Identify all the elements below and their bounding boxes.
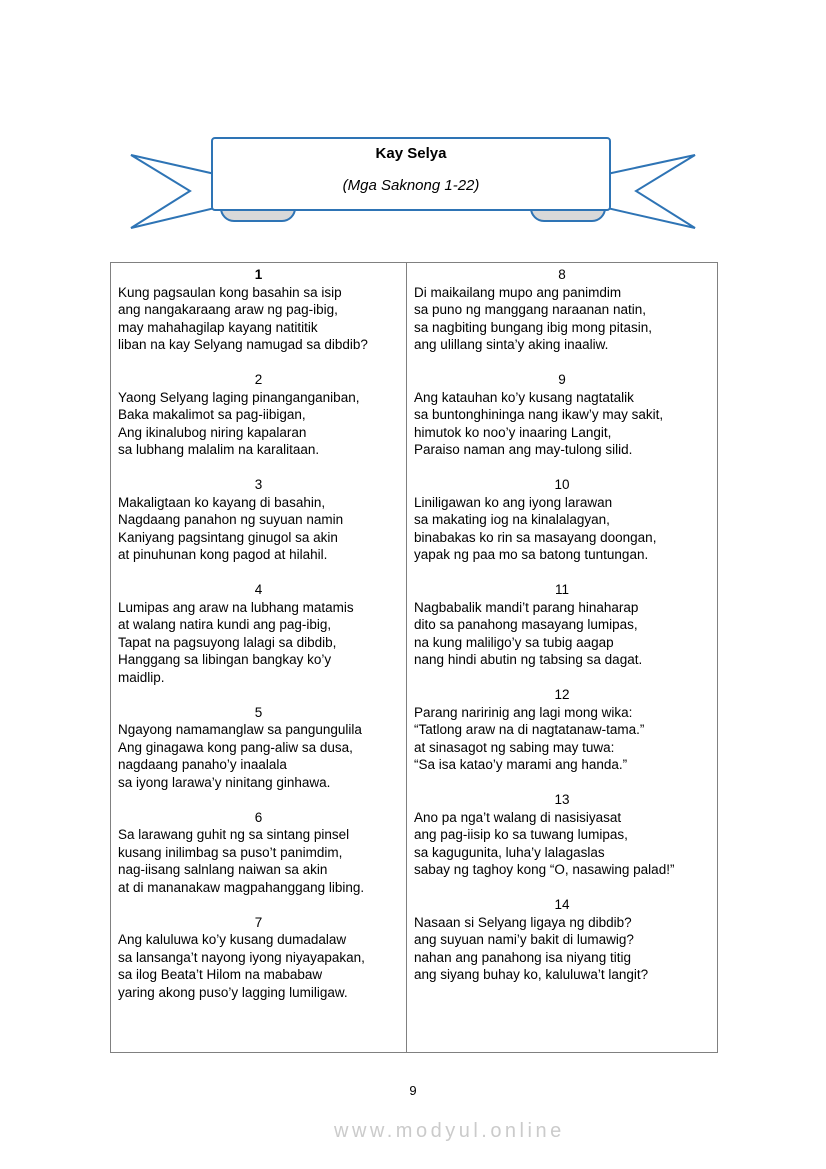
stanza-line: nahan ang panahong isa niyang titig	[414, 949, 631, 965]
stanza-9	[414, 371, 710, 459]
stanza-number: 14	[554, 897, 570, 912]
stanza-line: ang pag-iisip ko sa tuwang lumipas,	[414, 827, 628, 842]
stanza-line: Kaniyang pagsintang ginugol sa akin	[118, 529, 338, 545]
stanza-13	[414, 791, 710, 879]
stanza-line: na kung maliligo’y sa tubig aagap	[414, 634, 614, 650]
stanza-line: Ang kaluluwa ko’y kusang dumadalaw	[118, 932, 347, 947]
stanza-line: Ang ginagawa kong pang-aliw sa dusa,	[118, 739, 353, 755]
stanza-number: 3	[254, 477, 263, 492]
stanza-line: Parang naririnig ang lagi mong wika:	[414, 704, 633, 720]
stanza-number: 1	[254, 267, 263, 282]
stanza-line: Baka makalimot sa pag-iibigan,	[118, 407, 306, 422]
title-banner	[0, 130, 826, 235]
stanza-line: binabakas ko rin sa masayang doongan,	[414, 529, 657, 545]
poem-subtitle: (Mga Saknong 1-22)	[342, 177, 480, 194]
stanza-line: at walang natira kundi ang pag-ibig,	[118, 617, 332, 632]
stanza-line: may mahahagilap kayang natititik	[118, 319, 318, 335]
stanza-line: Ano pa nga’t walang di nasisiyasat	[414, 809, 622, 825]
stanza-line: yaring akong puso’y lagging lumiligaw.	[118, 984, 348, 1000]
stanza-line: Kung pagsaulan kong basahin sa isip	[118, 284, 342, 300]
stanza-line: yapak ng paa mo sa batong tuntungan.	[414, 547, 649, 562]
stanza-line: nag-iisang salnlang naiwan sa akin	[118, 862, 328, 877]
stanza-10	[414, 476, 710, 564]
stanza-line: kusang inilimbag sa puso’t panimdim,	[118, 844, 343, 860]
stanza-line: sa lansanga’t nayong iyong niyayapakan,	[118, 949, 365, 965]
stanza-1	[118, 266, 399, 354]
stanza-number: 12	[554, 687, 570, 702]
stanza-line: Di maikailang mupo ang panimdim	[414, 284, 622, 300]
stanza-number: 5	[254, 704, 263, 720]
stanza-line: sa iyong larawa’y ninitang ginhawa.	[118, 774, 331, 790]
stanza-line: at pinuhunan kong pagod at hilahil.	[118, 547, 328, 562]
stanza-line: sa kagugunita, luha’y lalagaslas	[414, 844, 605, 860]
stanza-line: sa puno ng manggang naraanan natin,	[414, 302, 646, 317]
stanza-line: nagdaang panaho’y inaalala	[118, 757, 287, 772]
stanza-line: dito sa panahong masayang lumipas,	[414, 617, 638, 632]
stanza-line: sa makating iog na kinalalagyan,	[414, 512, 610, 527]
stanza-line: Liniligawan ko ang iyong larawan	[414, 494, 613, 510]
ribbon-left-tail	[131, 155, 215, 228]
stanza-number: 2	[254, 372, 263, 387]
stanza-line: ang suyuan nami’y bakit di lumawig?	[414, 932, 634, 947]
stanza-number: 11	[555, 582, 570, 597]
stanza-line: ang ulillang sinta’y aking inaaliw.	[414, 337, 609, 352]
stanza-8	[414, 266, 710, 354]
stanza-line: Paraiso naman ang may-tulong silid.	[414, 442, 633, 457]
stanza-number: 9	[558, 372, 566, 387]
stanza-number: 6	[254, 809, 263, 825]
stanza-line: Ang ikinalubog niring kapalaran	[118, 424, 307, 440]
stanza-5	[118, 704, 399, 792]
stanza-3	[118, 476, 399, 564]
stanza-line: Makaligtaan ko kayang di basahin,	[118, 494, 326, 510]
stanza-table	[110, 262, 718, 1053]
stanza-line: Lumipas ang araw na lubhang matamis	[118, 599, 354, 615]
stanza-number: 7	[254, 914, 263, 930]
stanza-line: “Sa isa katao’y marami ang handa.”	[414, 757, 628, 772]
stanza-7	[118, 914, 399, 1002]
stanza-line: sa buntonghininga nang ikaw’y may sakit,	[414, 407, 664, 422]
stanza-6	[118, 809, 399, 897]
stanza-2	[118, 371, 399, 459]
poem-title: Kay Selya	[375, 145, 447, 162]
stanza-line: “Tatlong araw na di nagtatanaw-tama.”	[414, 722, 645, 737]
ribbon-right-tail	[607, 155, 695, 228]
stanza-11	[414, 581, 710, 669]
stanza-line: ang siyang buhay ko, kaluluwa’t langit?	[414, 967, 649, 982]
stanza-number: 4	[254, 582, 263, 597]
page-number: 9	[409, 1083, 417, 1098]
stanza-line: Yaong Selyang laging pinanganganiban,	[118, 389, 360, 405]
stanza-line: Nagdaang panahon ng suyuan namin	[118, 512, 344, 527]
stanza-line: sa lubhang malalim na karalitaan.	[118, 442, 320, 457]
stanza-14	[414, 896, 710, 984]
stanza-12	[414, 686, 710, 774]
stanza-line: sa nagbiting bungang ibig mong pitasin,	[414, 319, 652, 335]
stanza-line: Tapat na pagsuyong lalagi sa dibdib,	[118, 634, 337, 650]
stanza-line: sa ilog Beata’t Hilom na mababaw	[118, 967, 323, 982]
stanza-line: himutok ko noo’y inaaring Langit,	[414, 424, 612, 440]
stanza-number: 10	[554, 477, 570, 492]
stanza-column-right	[407, 263, 717, 1052]
stanza-line: maidlip.	[118, 669, 165, 685]
stanza-line: sabay ng taghoy kong “O, nasawing palad!”	[414, 862, 675, 877]
stanza-number: 13	[554, 792, 570, 807]
watermark: www.modyul.online	[334, 1120, 565, 1142]
stanza-line: Sa larawang guhit ng sa sintang pinsel	[118, 827, 350, 842]
stanza-line: Ang katauhan ko’y kusang nagtatalik	[414, 389, 634, 405]
stanza-line: liban na kay Selyang namugad sa dibdib?	[118, 337, 368, 352]
stanza-line: Ngayong namamanglaw sa pangungulila	[118, 722, 362, 737]
stanza-line: Hanggang sa libingan bangkay ko’y	[118, 652, 332, 667]
stanza-line: Nasaan si Selyang ligaya ng dibdib?	[414, 914, 632, 930]
stanza-line: ang nangakaraang araw ng pag-ibig,	[118, 302, 338, 317]
stanza-line: at di mananakaw magpahanggang libing.	[118, 879, 365, 895]
stanza-4	[118, 581, 399, 686]
stanza-number: 8	[558, 267, 566, 282]
stanza-line: nang hindi abutin ng tabsing sa dagat.	[414, 652, 643, 667]
stanza-line: at sinasagot ng sabing may tuwa:	[414, 739, 615, 755]
stanza-column-left	[111, 263, 407, 1052]
stanza-line: Nagbabalik mandi’t parang hinaharap	[414, 599, 639, 615]
